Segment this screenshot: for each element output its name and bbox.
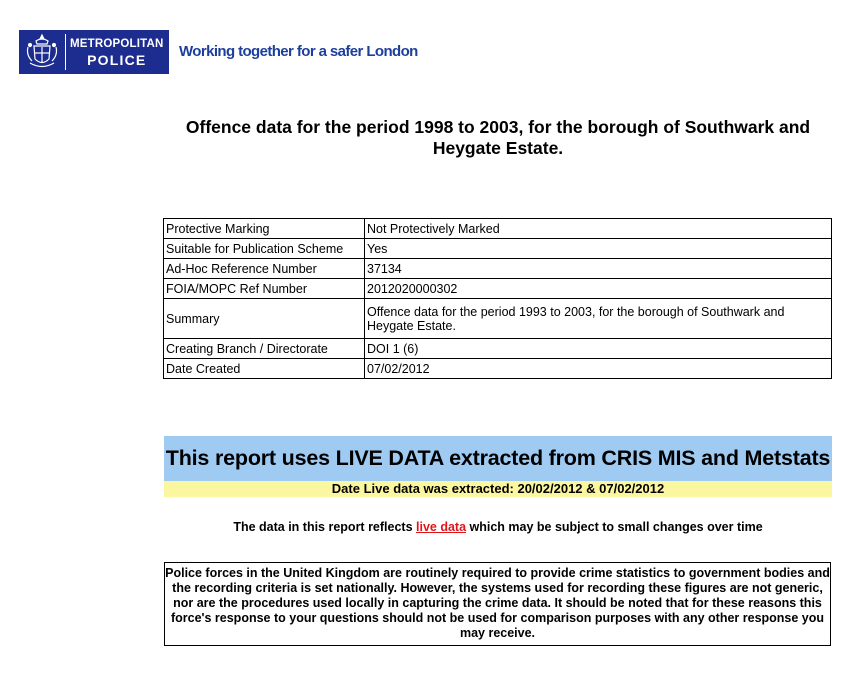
crest-icon [22, 32, 62, 72]
row-label: FOIA/MOPC Ref Number [164, 279, 365, 299]
row-value: 07/02/2012 [365, 359, 832, 379]
table-row [164, 279, 832, 299]
row-value: DOI 1 (6) [365, 339, 832, 359]
row-value: 2012020000302 [365, 279, 832, 299]
live-data-banner: This report uses LIVE DATA extracted from CRIS MIS and Metstats [164, 436, 832, 481]
document-title: Offence data for the period 1998 to 2003, for the borough of Southwark and Heygate Estate. [185, 117, 811, 158]
header [19, 29, 418, 74]
logo-divider [65, 34, 66, 70]
row-label: Ad-Hoc Reference Number [164, 259, 365, 279]
live-data-link[interactable]: live data [416, 520, 467, 534]
row-value: Not Protectively Marked [365, 219, 832, 239]
table-row [164, 219, 832, 239]
tagline: Working together for a safer London [179, 43, 418, 60]
row-label: Creating Branch / Directorate [164, 339, 365, 359]
disclaimer-box: Police forces in the United Kingdom are routinely required to provide crime statistics to government bodies and the recording criteria is set nationally. However, the systems used for recording these figures are not generic, nor are the procedures used locally in capturing the crime data. It should be noted that for these reasons this force's response to your questions should not be used for comparison purposes with any other response you may receive. [164, 562, 831, 646]
row-label: Protective Marking [164, 219, 365, 239]
table-row [164, 259, 832, 279]
logo-line1: METROPOLITAN [70, 37, 164, 50]
table-row [164, 239, 832, 259]
logo-text [70, 36, 164, 68]
logo-line2: POLICE [87, 51, 147, 68]
notice-text-after: which may be subject to small changes over time [466, 520, 763, 534]
extraction-date-bar: Date Live data was extracted: 20/02/2012 & 07/02/2012 [164, 481, 832, 497]
table-row [164, 359, 832, 379]
row-value: 37134 [365, 259, 832, 279]
row-value: Offence data for the period 1993 to 2003, for the borough of Southwark and Heygate Estate. [365, 299, 832, 339]
info-table [163, 218, 832, 379]
live-data-notice [164, 520, 832, 534]
row-label: Suitable for Publication Scheme [164, 239, 365, 259]
table-row [164, 339, 832, 359]
met-police-logo [19, 30, 169, 74]
row-label: Date Created [164, 359, 365, 379]
table-row [164, 299, 832, 339]
notice-text-before: The data in this report reflects [233, 520, 417, 534]
row-label: Summary [164, 299, 365, 339]
row-value: Yes [365, 239, 832, 259]
